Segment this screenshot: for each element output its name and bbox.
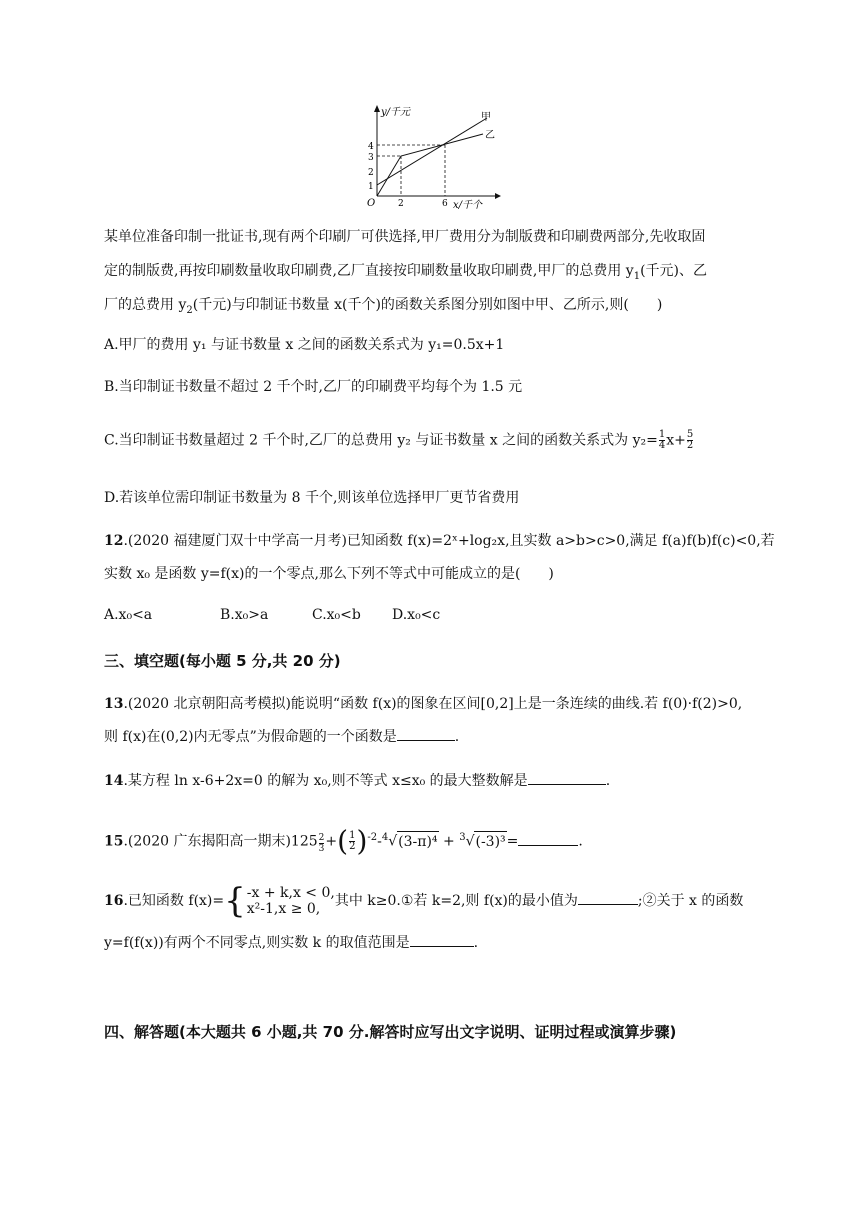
x-tick-2: 2	[398, 199, 404, 209]
line-yi	[377, 134, 483, 196]
q12-option-c: C.x₀<b	[312, 607, 361, 623]
origin-label: O	[367, 198, 376, 209]
q11-option-d: D.若该单位需印制证书数量为 8 千个,则该单位选择甲厂更节省费用	[104, 490, 520, 506]
line-jia	[377, 118, 487, 185]
y-tick-1: 1	[368, 182, 374, 192]
q13-answer-blank[interactable]	[397, 726, 455, 741]
q16-piecewise: { -x + k,x < 0, x²-1,x ≥ 0,	[224, 881, 335, 921]
q12-option-a: A.x₀<a	[104, 607, 153, 623]
label-yi: 乙	[485, 130, 495, 141]
q16-line2: y=f(f(x))有两个不同零点,则实数 k 的取值范围是 .	[104, 932, 764, 953]
q12-line2: 实数 x₀ 是函数 y=f(x)的一个零点,那么下列不等式中可能成立的是( )	[104, 566, 554, 582]
q14-answer-blank[interactable]	[528, 770, 606, 785]
q15-half: $\frac{1}{2}$	[349, 830, 356, 853]
q15-fourth-root: (3-π)⁴	[397, 831, 438, 852]
q11-option-b: B.当印制证书数量不超过 2 千个时,乙厂的印刷费平均每个为 1.5 元	[104, 379, 523, 395]
q14-line: 14.某方程 ln x-6+2x=0 的解为 x₀,则不等式 x≤x₀ 的最大整数解是 .	[104, 770, 764, 791]
q13-line2: 则 f(x)在(0,2)内无零点”为假命题的一个函数是 .	[104, 726, 764, 747]
q11-option-c: C.当印制证书数量超过 2 千个时,乙厂的总费用 y₂ 与证书数量 x 之间的函数关系式为 y₂= $\frac{1}{4}$ x+ $\frac{5}{2}$	[104, 429, 694, 451]
q11-stem-line3: 厂的总费用 $y_2$(千元)与印制证书数量 x(千个)的函数关系图分别如图中甲、乙所示,则( )	[104, 297, 663, 316]
y-tick-4: 4	[368, 142, 374, 152]
q15-cube-root: (-3)³	[474, 831, 506, 852]
q15-answer-blank[interactable]	[518, 831, 578, 846]
y-axis-label: y/千元	[381, 107, 411, 118]
q12-options	[104, 605, 764, 625]
y-tick-3: 3	[368, 153, 374, 163]
q11-option-a: A.甲厂的费用 y₁ 与证书数量 x 之间的函数关系式为 y₁=0.5x+1	[104, 337, 505, 353]
frac-one-quarter: $\frac{1}{4}$	[658, 429, 666, 451]
x-axis-label: x/千个	[453, 200, 483, 210]
q12-option-d: D.x₀<c	[392, 607, 441, 623]
section-3-heading: 三、填空题(每小题 5 分,共 20 分)	[104, 652, 341, 670]
q16-answer-blank-2[interactable]	[410, 932, 474, 947]
q12-line1: 12.(2020 福建厦门双十中学高一月考)已知函数 f(x)=2ˣ+log₂x,且实数 a>b>c>0,满足 f(a)f(b)f(c)<0,若	[104, 533, 775, 549]
q16-line1: 16.已知函数 f(x)= { -x + k,x < 0, x²-1,x ≥ 0, 其中 k≥0.①若 k=2,则 f(x)的最小值为 ;②关于 x 的函数	[104, 881, 744, 921]
frac-five-halves: $\frac{5}{2}$	[686, 429, 694, 451]
section-4-heading: 四、解答题(本大题共 6 小题,共 70 分.解答时应写出文字说明、证明过程或演算步骤)	[104, 1023, 677, 1041]
y-tick-2: 2	[368, 168, 374, 178]
q11-stem-line2: 定的制版费,再按印刷数量收取印刷费,乙厂直接按印刷数量收取印刷费,甲厂的总费用 $y_1$(千元)、乙	[104, 263, 708, 282]
q15-exponent: $\frac{2}{3}$	[318, 833, 325, 854]
label-jia: 甲	[481, 112, 491, 123]
q13-line1: 13.(2020 北京朝阳高考模拟)能说明“函数 f(x)的图象在区间[0,2]上是一条连续的曲线.若 f(0)·f(2)>0,	[104, 696, 743, 712]
q16-answer-blank-1[interactable]	[578, 890, 638, 905]
q11-stem-line1: 某单位准备印制一批证书,现有两个印刷厂可供选择,甲厂费用分为制版费和印刷费两部分,先收取固	[104, 229, 706, 245]
cost-graph-figure	[355, 100, 505, 210]
x-tick-6: 6	[442, 199, 448, 209]
q12-option-b: B.x₀>a	[220, 607, 269, 623]
q15-line: 15.(2020 广东揭阳高一期末)125 $\frac{2}{3}$ +( $\frac{1}{2}$ )$^{-2}$-$^4$√(3-π)⁴ + $^3$√(-3)³= .	[104, 824, 583, 858]
